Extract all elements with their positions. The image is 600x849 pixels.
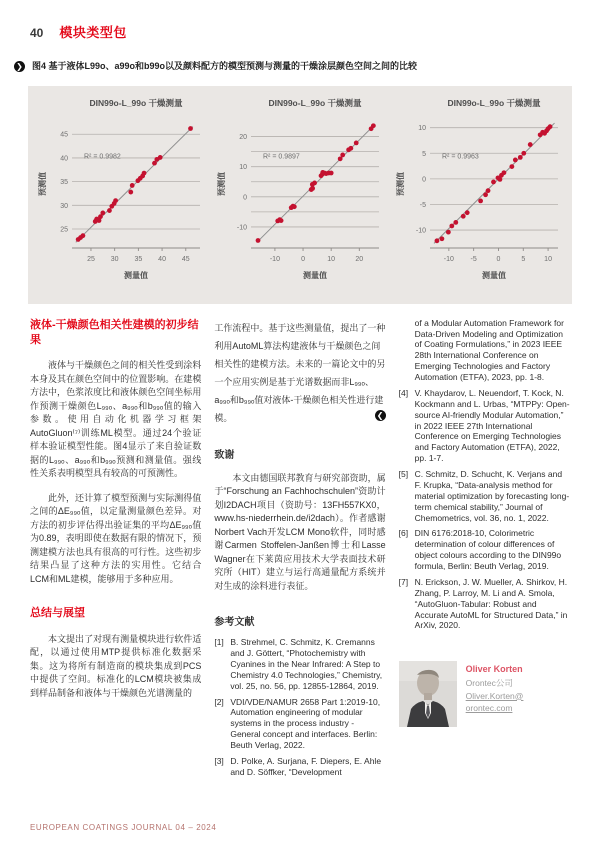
svg-text:30: 30 [110, 256, 119, 264]
reference-item [214, 637, 385, 691]
reference-list-right [399, 318, 570, 632]
svg-text:-10: -10 [269, 256, 280, 264]
portrait-illustration [399, 661, 457, 727]
svg-text:20: 20 [239, 134, 247, 142]
reference-number: [1] [214, 637, 224, 648]
reference-text: D. Polke, A. Surjana, F. Diepers, E. Ahle and D. Söffker, “Development [230, 755, 382, 777]
svg-text:10: 10 [239, 164, 247, 172]
scatter-chart-b99o [394, 90, 564, 299]
reference-text: C. Schmitz, D. Schucht, K. Verjans and F. Krupka, “Data-analysis method for material optimization by forecasting long-term chemical stability,” Journal of Chemometrics, vol. 36, no. 1, 2022. [414, 469, 570, 523]
page-header [0, 0, 600, 41]
figure-caption-row [14, 61, 570, 73]
svg-text:25: 25 [60, 226, 68, 234]
heading-preliminary-results: 液体-干燥颜色相关性建模的初步结果 [30, 318, 199, 347]
reference-number: [4] [398, 387, 409, 398]
reference-number: [3] [214, 755, 224, 766]
author-portrait-photo [399, 661, 457, 727]
svg-text:45: 45 [181, 256, 190, 264]
reference-item [399, 388, 570, 464]
svg-text:-5: -5 [419, 202, 426, 210]
svg-text:R² = 0.9963: R² = 0.9963 [442, 153, 479, 161]
reference-text: B. Strehmel, C. Schmitz, K. Cremanns and J. Göttert, “Photochemistry with Cyanines in the Near Infrared: A Step to Chemistry 4.0 Technologies,” Chemistry, vol. 25, no. 56, pp. 12855-12864, 2019. [230, 637, 383, 691]
paragraph-with-end-marker [214, 318, 385, 426]
reference-item [399, 318, 570, 383]
column-middle [214, 318, 385, 783]
svg-text:40: 40 [158, 256, 166, 264]
svg-text:0: 0 [301, 256, 305, 264]
svg-text:-10: -10 [415, 227, 426, 235]
svg-text:DIN99o-L_99o 干燥测量: DIN99o-L_99o 干燥测量 [447, 98, 541, 109]
paragraph: 本文提出了对现有测量模块进行软件适配，以通过使用MTP提供标准化数据采集。这为将所有制造商的模块集成到PCS中提供了空间。标准化的LCM模块被集成到样品制备和液体与干燥颜色光谱测量的 [30, 633, 202, 698]
author-name: Oliver Korten [465, 664, 523, 675]
svg-text:10: 10 [418, 125, 426, 133]
svg-text:DIN99o-L_99o 干燥测量: DIN99o-L_99o 干燥测量 [89, 98, 183, 109]
reference-item [399, 577, 570, 631]
text-columns [30, 318, 570, 783]
reference-number [399, 318, 415, 383]
reference-item [214, 756, 385, 778]
page-number: 40 [30, 26, 44, 40]
reference-text: N. Erickson, J. W. Mueller, A. Shirkov, H. Zhang, P. Larroy, M. Li and A. Smola, “AutoGluon-Tabular: Robust and Accurate AutoML for Structured Data,” in ArXiv, 2020. [414, 576, 568, 631]
svg-text:10: 10 [544, 256, 552, 264]
author-email-part2[interactable]: orontec.com [465, 703, 513, 714]
svg-text:预测值: 预测值 [38, 172, 47, 197]
svg-text:测量值: 测量值 [482, 271, 506, 281]
svg-text:35: 35 [60, 179, 68, 187]
svg-text:0: 0 [243, 194, 247, 202]
reference-number: [2] [214, 696, 224, 707]
svg-text:DIN99o-L_99o 干燥测量: DIN99o-L_99o 干燥测量 [268, 98, 362, 109]
reference-text: V. Khaydarov, L. Neuendorf, T. Kock, N. Kockmann and L. Urbas, “MTPPy: Open-source AI-friendly Modular Automation,” in 2022 IEEE 27th International Conference on Emerging Technologies and Factory Automation (ETFA), 2022, pp. 1-7. [414, 387, 570, 464]
svg-text:R² = 0.9982: R² = 0.9982 [84, 153, 121, 161]
svg-text:预测值: 预测值 [396, 172, 405, 197]
svg-text:0: 0 [496, 256, 501, 264]
paragraph: 液体与干燥颜色之间的相关性受到涂料本身及其在颜色空间中的位置影响。在建模方法中，色浆浓度比和液体颜色空间坐标用作预测干燥颜色L₉₉ₒ、a₉₉ₒ和b₉₉ₒ值的输入参数。使用自动化机器学习框架AutoGluon⁽⁷⁾训练ML模型。通过24个验证样本验证模型性能。图4显示了来自验证数据的L₉₉ₒ、a₉₉ₒ和b₉₉ₒ预测和测量值。强线性关系表明模型具有较高的可预测性。 [30, 360, 202, 479]
column-left [30, 318, 201, 783]
end-of-article-icon: ❮ [375, 410, 386, 421]
reference-text: VDI/VDE/NAMUR 2658 Part 1:2019-10, Automation engineering of modular systems in the process industry - General concept and interfaces. Berlin: Beuth Verlag, 2022. [230, 696, 381, 751]
reference-list-middle [214, 637, 385, 778]
svg-text:30: 30 [60, 203, 68, 211]
journal-footer: EUROPEAN COATINGS JOURNAL 04 – 2024 [30, 823, 217, 832]
svg-text:20: 20 [355, 256, 364, 264]
svg-text:0: 0 [422, 176, 426, 184]
paragraph: 此外，还计算了模型预测与实际测得值之间的ΔE₉₉ₒ值，以定量测量颜色差异。对方法的初步评估得出验证集的平均ΔE₉₉ₒ值为0.89，表明即使在数据有限的情况下，预测建模方法也具有很高的可行性。这些初步结果凸显了这种方法的实用性。它结合LCM和ML建模，能够用于多种应用。 [30, 492, 202, 584]
paragraph: 工作流程中。基于这些测量值，提出了一种利用AutoML算法构建液体与干燥颜色之间相关性的建模方法。未来的一篇论文中的另一个应用实例是基于光谱数据而非L₉₉ₒ、a₉₉ₒ和b₉₉ₒ值对液体-干燥颜色相关性进行建模。 [214, 322, 386, 423]
column-right [399, 318, 570, 783]
svg-text:测量值: 测量值 [124, 271, 148, 281]
author-email-part1[interactable]: Oliver.Korten@ [465, 690, 524, 701]
reference-number: [5] [398, 469, 409, 480]
figure-marker-icon: ❯ [14, 61, 25, 72]
svg-text:R² = 0.9897: R² = 0.9897 [263, 153, 300, 161]
svg-text:45: 45 [60, 131, 68, 139]
scatter-chart-a99o [215, 90, 385, 299]
svg-text:-10: -10 [443, 256, 454, 264]
author-company: Orontec公司 [465, 677, 513, 688]
svg-text:预测值: 预测值 [217, 172, 226, 197]
svg-text:40: 40 [60, 155, 68, 163]
figure-caption: 图4 基于液体L99o、a99o和b99o以及颜料配方的模型预测与测量的干燥涂层颜色空间之间的比较 [32, 61, 418, 71]
reference-number: [7] [398, 576, 409, 587]
svg-text:5: 5 [521, 256, 526, 264]
reference-text: DIN 6176:2018-10, Colorimetric determination of colour differences of object colours according to the DIN99o formula, Berlin: Beuth Verlag, 2019. [414, 528, 562, 572]
svg-text:10: 10 [327, 256, 336, 264]
svg-text:-5: -5 [470, 256, 477, 264]
reference-item [399, 469, 570, 523]
author-info [466, 661, 524, 715]
reference-item [214, 697, 385, 751]
author-block [399, 661, 570, 727]
svg-text:测量值: 测量值 [303, 271, 327, 281]
heading-references: 参考文献 [214, 617, 255, 629]
scatter-chart-L99o [36, 90, 206, 299]
section-title: 模块类型包 [59, 25, 127, 40]
svg-text:5: 5 [422, 150, 426, 158]
heading-acknowledgements: 致谢 [214, 449, 235, 461]
heading-summary-outlook: 总结与展望 [30, 607, 85, 620]
svg-text:25: 25 [87, 256, 95, 264]
paragraph-acknowledgements: 本文由德国联邦教育与研究部资助，属于“Forschung an Fachhochschulen”资助计划I2DACH项目（资助号：13FH557KX0，www.hs-niederrhein.de/i2dach）。作者感谢Norbert Vach开发LCM Mono软件，同时感谢Carmen Stoffelen-Janßen博士和Lasse Wagner在下莱茵应用技术大学表面技术研究所（HIT）建立与运行高通量配方系统并对生成的涂料进行表征。 [214, 472, 386, 591]
reference-item [399, 528, 570, 572]
svg-text:-10: -10 [236, 224, 247, 232]
reference-text: of a Modular Automation Framework for Data-Driven Modeling and Optimization of Coating Formulations,” in 2023 IEEE 28th International Conference on Emerging Technologies and Factory Automation (ETFA), 2023, pp. 1-8. [414, 317, 564, 383]
svg-text:35: 35 [134, 256, 143, 264]
reference-number: [6] [398, 528, 409, 539]
figure-panel [28, 86, 572, 304]
